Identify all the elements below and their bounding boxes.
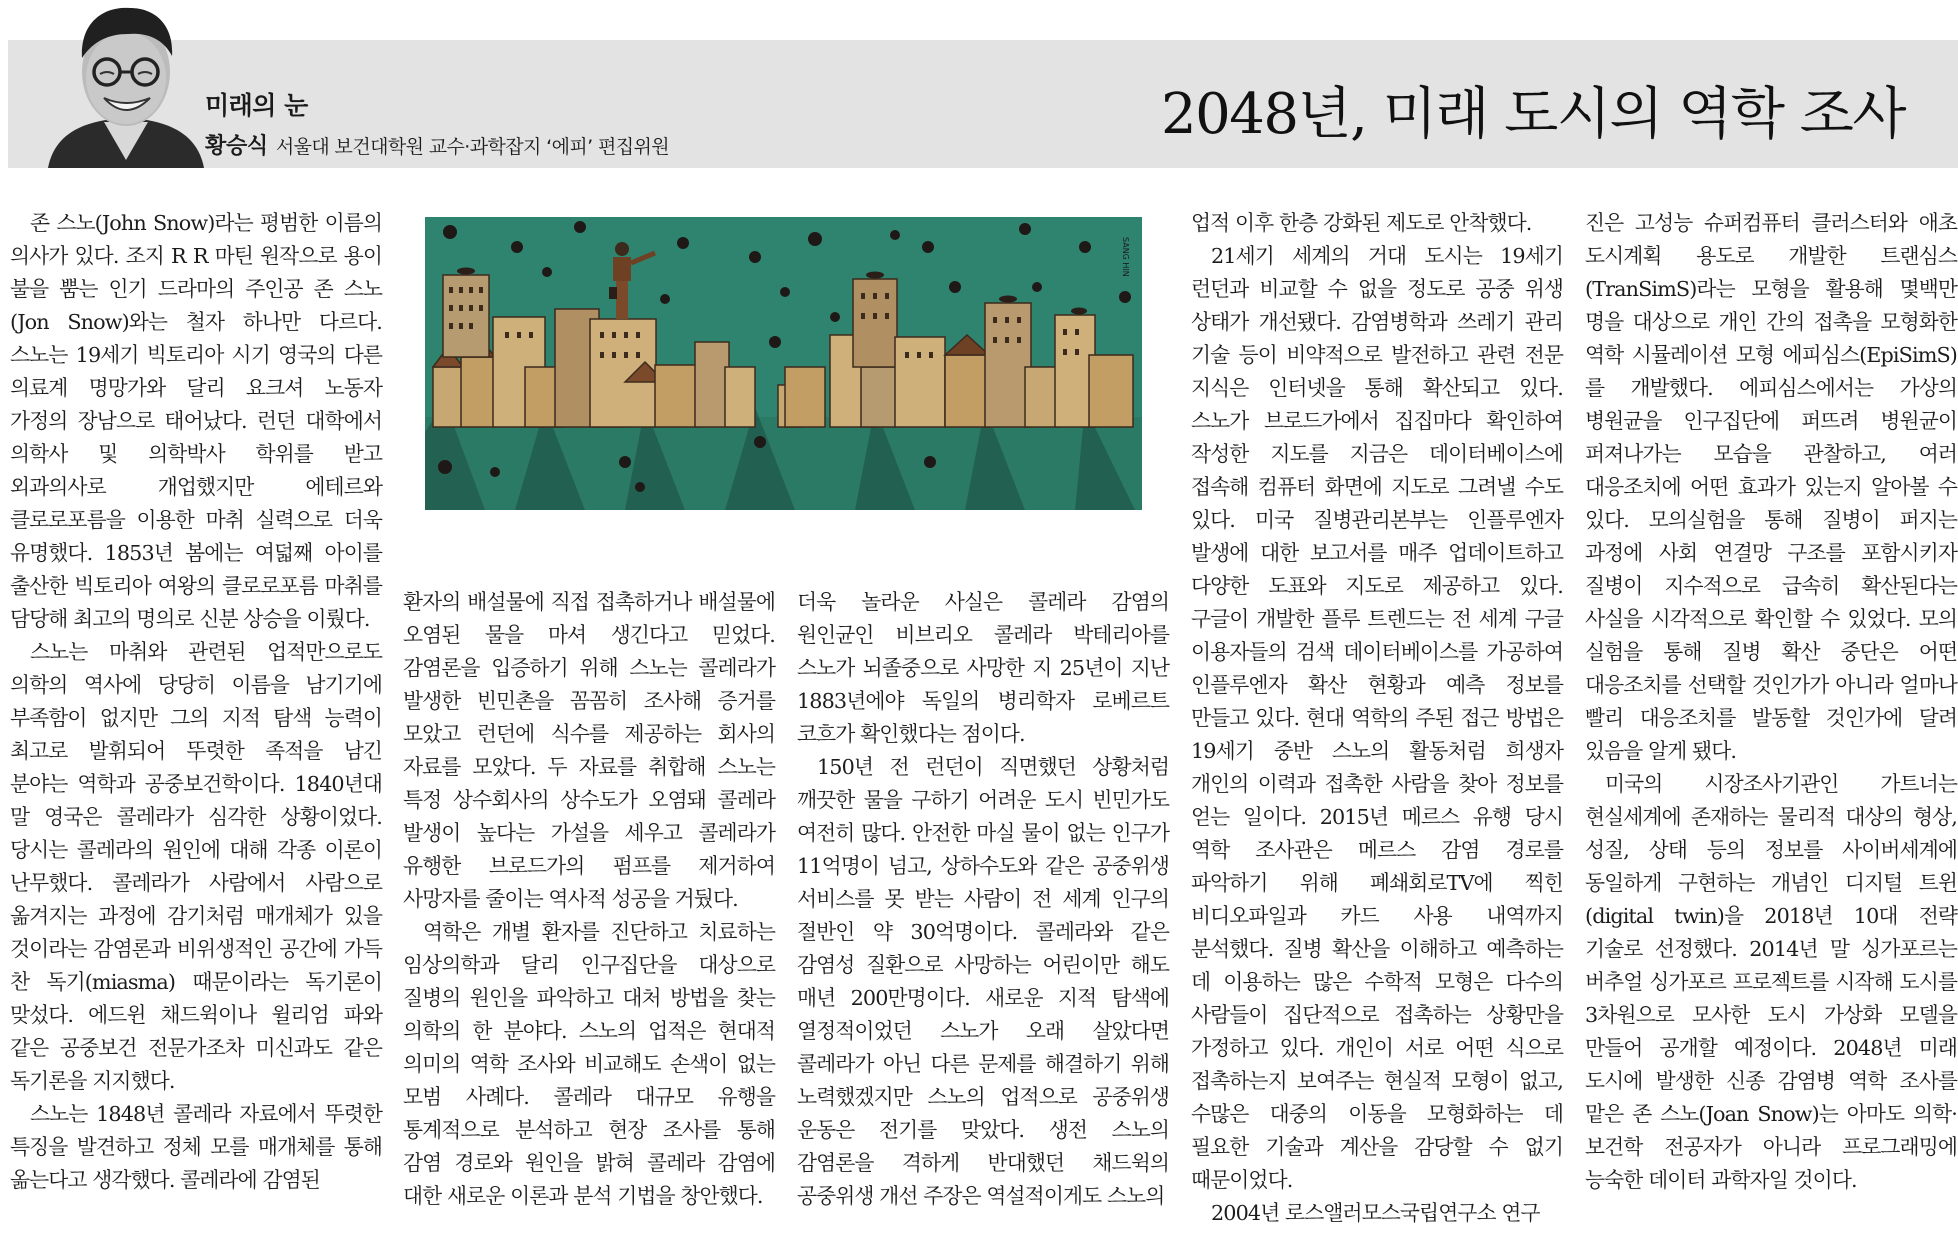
author-portrait bbox=[44, 0, 208, 168]
paragraph: 스노는 마취와 관련된 업적만으로도 의학의 역사에 당당히 이름을 남기기에 부족함이 없지만 그의 지적 탐색 능력이 최고로 발휘되어 뚜렷한 족적을 남긴 분야는 역학과 공중보건학이다. 1840년대 말 영국은 콜레라가 심각한 상황이었다. 당시는 콜레라의 원인에 대해 각종 이론이 난무했다. 콜레라가 사람에서 사람으로 옮겨지는 과정에 감기처럼 매개체가 있을 것이라는 감염론과 비위생적인 공간에 가득 찬 독기(miasma) 때문이라는 독기론이 맞섰다. 에드윈 채드윅이나 윌리엄 파와 같은 공중보건 전문가조차 미신과도 같은 독기론을 지지했다. bbox=[10, 640, 382, 1093]
paragraph: 2004년 로스앨러모스국립연구소 연구 bbox=[1211, 1201, 1540, 1225]
article-column-4 bbox=[1191, 207, 1563, 1230]
article-column-5 bbox=[1585, 207, 1957, 1197]
paragraph: 더욱 놀라운 사실은 콜레라 감염의 원인균인 비브리오 콜레라 박테리아를 스노가 뇌졸중으로 사망한 지 25년이 지난 1883년에야 독일의 병리학자 로베르트 코흐가 확인했다는 점이다. bbox=[797, 590, 1169, 746]
paragraph: 진은 고성능 슈퍼컴퓨터 클러스터와 애초 도시계획 용도로 개발한 트랜심스(TranSimS)라는 모형을 활용해 몇백만 명을 대상으로 개인 간의 접촉을 모형화한 역학 시뮬레이션 모형 에피심스(EpiSimS)를 개발했다. 에피심스에서는 가상의 병원균을 인구집단에 퍼뜨려 병원균이 퍼져나가는 모습을 관찰하고, 여러 대응조치에 어떤 효과가 있는지 알아볼 수 있다. 모의실험을 통해 질병이 퍼지는 과정에 사회 연결망 구조를 포함시키자 질병이 지수적으로 급속히 확산된다는 사실을 시각적으로 확인할 수 있었다. 모의 실험을 통해 질병 확산 중단은 어떤 대응조치를 선택할 것인가가 아니라 얼마나 빨리 대응조치를 발동할 것인가에 달려 있음을 알게 됐다. bbox=[1585, 211, 1957, 763]
paragraph: 환자의 배설물에 직접 접촉하거나 배설물에 오염된 물을 마셔 생긴다고 믿었다. 감염론을 입증하기 위해 스노는 콜레라가 발생한 빈민촌을 꼼꼼히 조사해 증거를 모았고 런던에 식수를 제공하는 회사의 자료를 모았다. 두 자료를 취합해 스노는 특정 상수회사의 상수도가 오염돼 콜레라 발생이 높다는 가설을 세우고 콜레라가 유행한 브로드가의 펌프를 제거하여 사망자를 줄이는 역사적 성공을 거뒀다. bbox=[403, 590, 775, 911]
city-illustration bbox=[425, 217, 1142, 510]
paragraph: 역학은 개별 환자를 진단하고 치료하는 임상의학과 달리 인구집단을 대상으로 질병의 원인을 파악하고 대처 방법을 찾는 의학의 한 분야다. 스노의 업적은 현대적 의미의 역학 조사와 비교해도 손색이 없는 모범 사례다. 콜레라 대규모 유행을 통계적으로 분석하고 현장 조사를 통해 감염 경로와 원인을 밝혀 콜레라 감염에 대한 새로운 이론과 분석 기법을 창안했다. bbox=[403, 920, 775, 1208]
byline bbox=[205, 129, 669, 160]
paragraph: 업적 이후 한층 강화된 제도로 안착했다. bbox=[1191, 211, 1532, 235]
column-name: 미래의 눈 bbox=[205, 91, 308, 120]
paragraph: 21세기 세계의 거대 도시는 19세기 런던과 비교할 수 없을 정도로 공중 위생 상태가 개선됐다. 감염병학과 쓰레기 관리 기술 등이 비약적으로 발전하고 관련 전문 지식은 인터넷을 통해 확산되고 있다. 스노가 브로드가에서 집집마다 확인하여 작성한 지도를 지금은 데이터베이스에 접속해 컴퓨터 화면에 지도로 그려낼 수도 있다. 미국 질병관리본부는 인플루엔자 발생에 대한 보고서를 매주 업데이트하고 다양한 도표와 지도로 제공하고 있다. 구글이 개발한 플루 트렌드는 전 세계 구글 이용자들의 검색 데이터베이스를 가공하여 인플루엔자 확산 현황과 예측 정보를 만들고 있다. 현대 역학의 주된 접근 방법은 19세기 중반 스노의 활동처럼 희생자 개인의 이력과 접촉한 사람을 찾아 정보를 얻는 일이다. 2015년 메르스 유행 당시 역학 조사관은 메르스 감염 경로를 파악하기 위해 폐쇄회로TV에 찍힌 비디오파일과 카드 사용 내역까지 분석했다. 질병 확산을 이해하고 예측하는 데 이용하는 많은 수학적 모형은 다수의 사람들이 집단적으로 접촉하는 상황만을 가정하고 있다. 개인이 서로 어떤 식으로 접촉하는지 보여주는 현실적 모형이 없고, 수많은 대중의 이동을 모형화하는 데 필요한 기술과 계산을 감당할 수 없기 때문이었다. bbox=[1191, 244, 1563, 1192]
article-column-2 bbox=[403, 586, 775, 1213]
paragraph: 150년 전 런던이 직면했던 상황처럼 깨끗한 물을 구하기 어려운 도시 빈민가도 여전히 많다. 안전한 마실 물이 없는 인구가 11억명이 넘고, 상하수도와 같은 공중위생 서비스를 못 받는 사람이 전 세계 인구의 절반인 약 30억명이다. 콜레라와 같은 감염성 질환으로 사망하는 어린이만 해도 매년 200만명이다. 새로운 지적 탐색에 열정적이었던 스노가 오래 살았다면 콜레라가 아닌 다른 문제를 해결하기 위해 노력했겠지만 스노의 업적으로 공중위생 운동은 전기를 맞았다. 생전 스노의 감염론을 격하게 반대했던 채드윅의 공중위생 개선 주장은 역설적이게도 스노의 bbox=[797, 755, 1169, 1208]
illustration-signature: SANG HIN bbox=[1121, 237, 1130, 277]
article-column-3 bbox=[797, 586, 1169, 1213]
article-column-1 bbox=[10, 207, 382, 1197]
author-title: 서울대 보건대학원 교수·과학잡지 ‘에피’ 편집위원 bbox=[275, 136, 670, 158]
paragraph: 미국의 시장조사기관인 가트너는 현실세계에 존재하는 물리적 대상의 형상, 성질, 상태 등의 정보를 사이버세계에 동일하게 구현하는 개념인 디지털 트윈(digital twin)을 2018년 10대 전략 기술로 선정했다. 2014년 말 싱가포르는 버추얼 싱가포르 프로젝트를 시작해 도시를 3차원으로 모사한 도시 가상화 모델을 만들어 공개할 예정이다. 2048년 미래 도시에 발생한 신종 감염병 역학 조사를 맡은 존 스노(Joan Snow)는 아마도 의학·보건학 전공자가 아니라 프로그래밍에 능숙한 데이터 과학자일 것이다. bbox=[1585, 772, 1957, 1192]
headline: 2048년, 미래 도시의 역학 조사 bbox=[1161, 82, 1905, 147]
paragraph: 존 스노(John Snow)라는 평범한 이름의 의사가 있다. 조지 R R 마틴 원작으로 용이 불을 뿜는 인기 드라마의 주인공 존 스노(Jon Snow)와는 철자 하나만 다르다. 스노는 19세기 빅토리아 시기 영국의 다른 의료계 명망가와 달리 요크셔 노동자 가정의 장남으로 태어났다. 런던 대학에서 의학사 및 의학박사 학위를 받고 외과의사로 개업했지만 에테르와 클로로포름을 이용한 마취 실력으로 더욱 유명했다. 1853년 봄에는 여덟째 아이를 출산한 빅토리아 여왕의 클로로포름 마취를 담당해 최고의 명의로 신분 상승을 이뤘다. bbox=[10, 211, 382, 631]
paragraph: 스노는 1848년 콜레라 자료에서 뚜렷한 특징을 발견하고 정체 모를 매개체를 통해 옮는다고 생각했다. 콜레라에 감염된 bbox=[10, 1102, 382, 1192]
author-name: 황승식 bbox=[205, 134, 268, 159]
